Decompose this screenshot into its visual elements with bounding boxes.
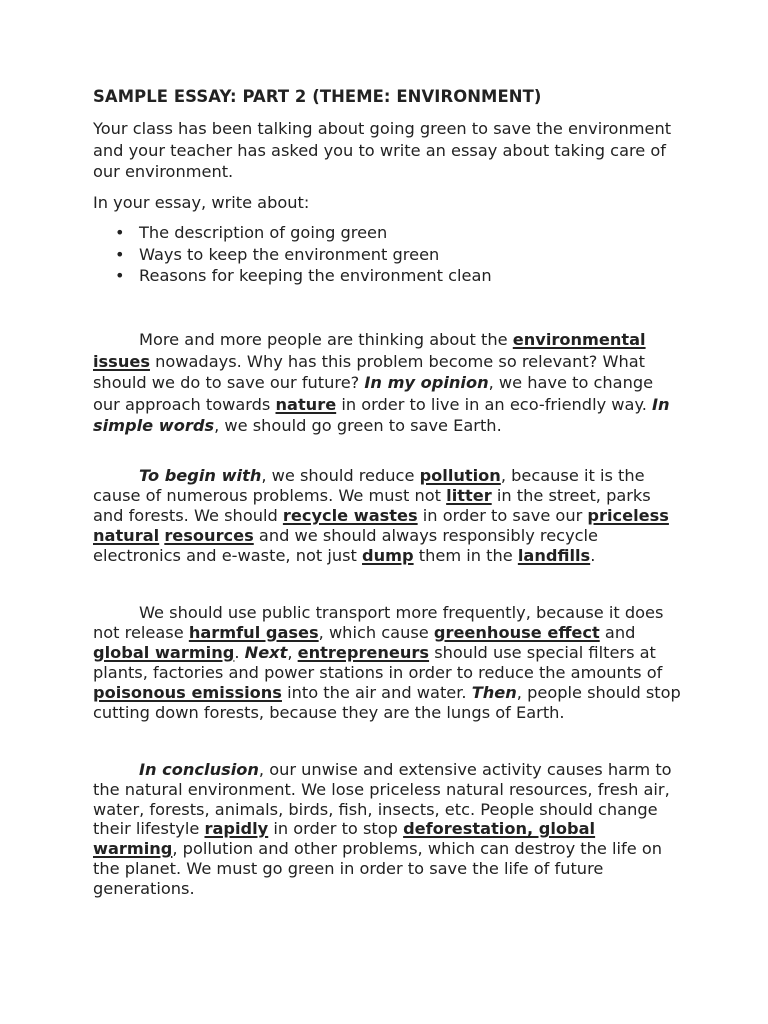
key-phrase: dump bbox=[362, 546, 414, 565]
linking-phrase: Next bbox=[244, 642, 288, 662]
key-phrase: recycle wastes bbox=[282, 506, 418, 525]
key-phrase: litter bbox=[446, 486, 492, 505]
task-prompt: Your class has been talking about going green to save the environment and your teacher has asked you to write an essay about taking care of our environment. bbox=[93, 119, 672, 181]
list-item: • The description of going green bbox=[115, 223, 388, 242]
bullet-icon: • bbox=[115, 266, 125, 285]
key-phrase: global warming bbox=[93, 642, 235, 662]
bullet-icon: • bbox=[115, 244, 125, 264]
essay-title: SAMPLE ESSAY: PART 2 (THEME: ENVIRONMENT) bbox=[93, 87, 542, 106]
key-phrase: entrepreneurs bbox=[297, 642, 430, 662]
linking-phrase: In my opinion bbox=[364, 373, 489, 393]
essay-paragraph-1: More and more people are thinking about the environmental issues nowadays. Why has this problem become so relevant? What should we do to save our future? In my opinion, we have to change our approach towards nature in order to live in an eco-friendly way. In simple words, we should go green to save Earth. bbox=[93, 330, 670, 436]
key-phrase: environmental issues bbox=[93, 330, 646, 371]
key-phrase: priceless natural bbox=[93, 506, 669, 545]
list-item: • Reasons for keeping the environment clean bbox=[115, 266, 492, 285]
key-phrase: resources bbox=[164, 526, 254, 545]
essay-paragraph-3: We should use public transport more frequently, because it does not release harmful gases, which cause greenhouse effect and global warming. Next, entrepreneurs should use special filters at plants, factories and power stations in order to reduce the amounts of poisonous emissions into the air and water. Then, people should stop cutting down forests, because they are the lungs of Earth. bbox=[93, 603, 681, 722]
write-about-label: In your essay, write about: bbox=[93, 193, 310, 212]
key-phrase: deforestation, global warming bbox=[93, 819, 596, 859]
list-item: • Ways to keep the environment green bbox=[115, 244, 440, 264]
key-phrase: landfills bbox=[517, 546, 591, 565]
linking-phrase: To begin with bbox=[139, 466, 262, 485]
key-phrase: nature bbox=[275, 394, 337, 414]
key-phrase: rapidly bbox=[204, 819, 269, 839]
linking-phrase: In conclusion bbox=[139, 760, 259, 779]
key-phrase: poisonous emissions bbox=[93, 682, 282, 702]
bullet-icon: • bbox=[115, 223, 125, 242]
essay-paragraph-4: In conclusion, our unwise and extensive activity causes harm to the natural environment. We lose priceless natural resources, fresh air, water, forests, animals, birds, fish, insects, etc. People should change their lifestyle rapidly in order to stop deforestation, global warming, pollution and other problems, which can destroy the life on the planet. We must go green in order to save the life of future generations. bbox=[93, 760, 672, 898]
key-phrase: harmful gases bbox=[188, 622, 319, 642]
linking-phrase: Then bbox=[471, 682, 517, 702]
essay-paragraph-2: To begin with, we should reduce pollution, because it is the cause of numerous problems. We must not litter in the street, parks and forests. We should recycle wastes in order to save our priceless natural resources and we should always responsibly recycle electronics and e-waste, not just dump them in the landfills. bbox=[93, 466, 669, 565]
key-phrase: greenhouse effect bbox=[433, 622, 600, 642]
linking-phrase: In simple words bbox=[93, 394, 670, 436]
key-phrase: pollution bbox=[419, 466, 501, 485]
requirements-list bbox=[93, 222, 492, 287]
